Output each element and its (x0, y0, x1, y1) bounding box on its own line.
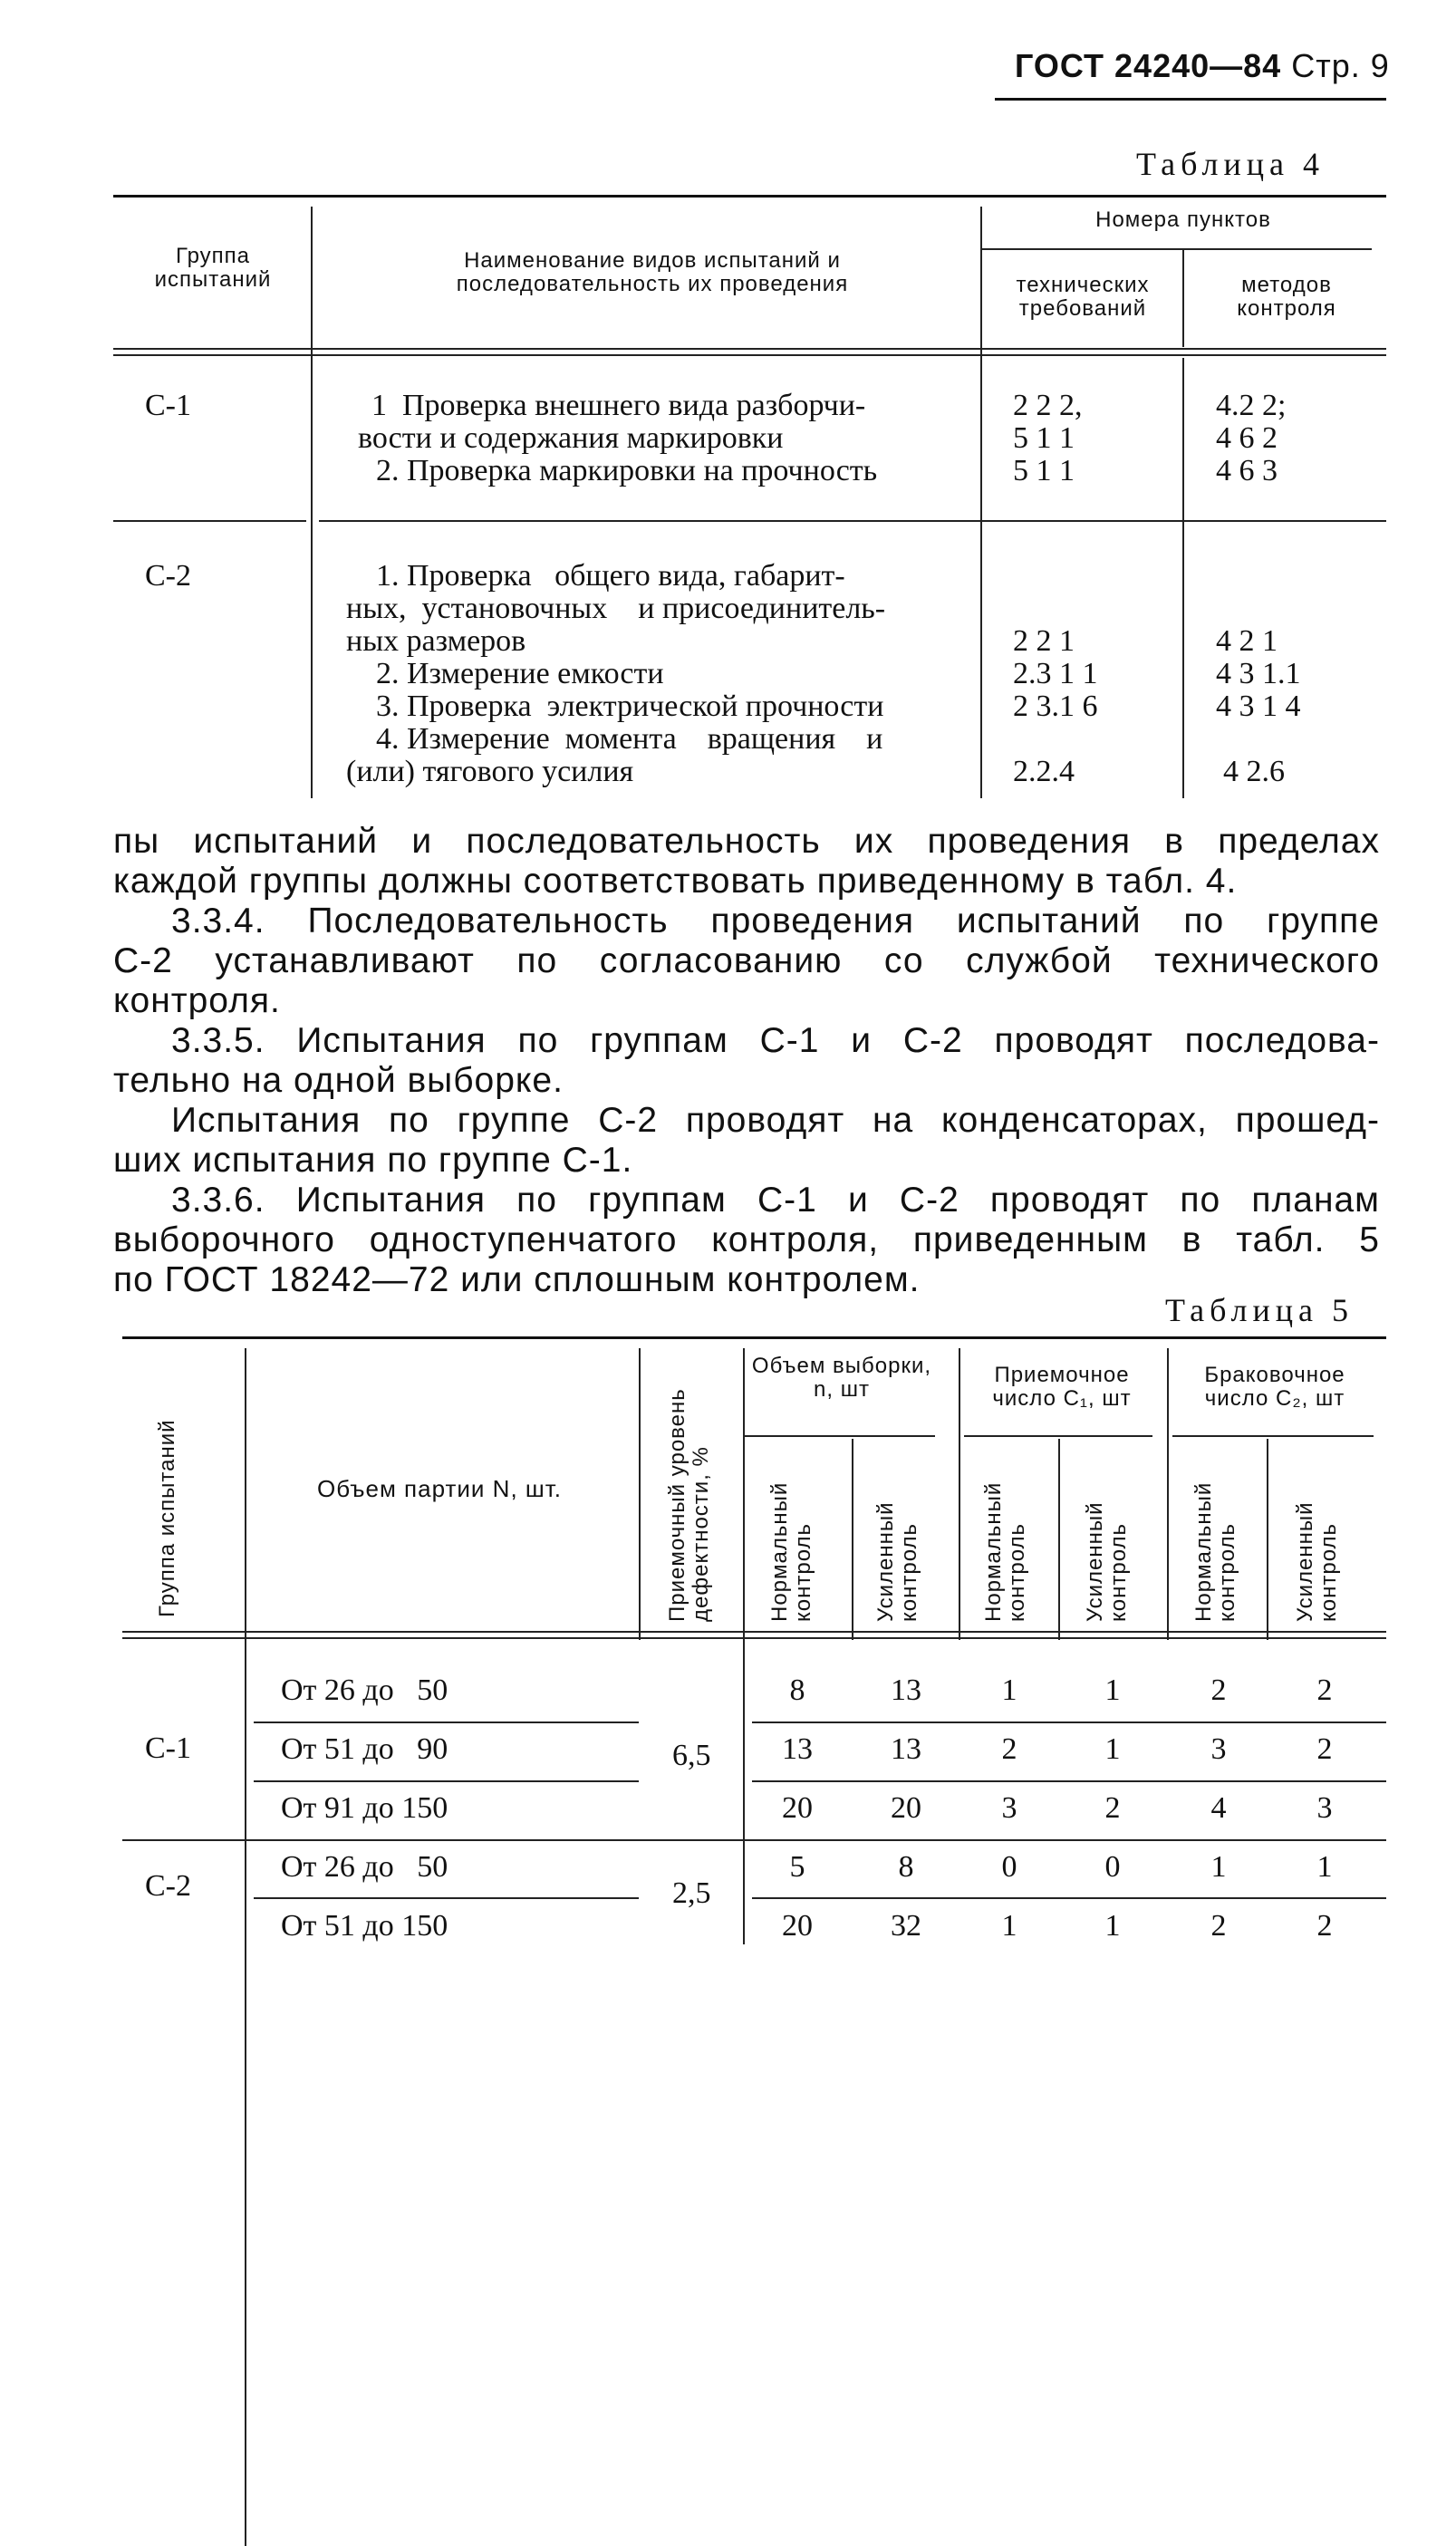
paragraph-line: ших испытания по группе С-1. (113, 1141, 633, 1180)
table5-cell: 1 (1316, 1850, 1333, 1884)
paragraph-line: каждой группы должны соответствовать приведенному в табл. 4. (113, 862, 1238, 901)
table4-group-label: С-2 (145, 559, 191, 593)
paragraph-line: тельно на одной выборке. (113, 1061, 564, 1100)
table5-cell: 20 (782, 1791, 813, 1825)
table5-cell: 3 (1210, 1732, 1227, 1766)
page-header (1015, 47, 1390, 85)
table4-tech: 2 3.1 6 (1013, 690, 1098, 723)
table5-header-tight: Усиленный контроль (873, 1501, 921, 1622)
table5-vline-5 (959, 1348, 960, 1640)
paragraph-line: выборочного одноступенчатого контроля, приведенным в табл. 5 (113, 1220, 1380, 1259)
table5-cell: 2 (1210, 1909, 1227, 1943)
table5-lot: От 26 до 50 (281, 1673, 448, 1707)
table4-tech: 5 1 1 (1013, 421, 1075, 455)
table5-vline-1 (245, 1348, 246, 2546)
table4-group-sep-right (319, 520, 1386, 522)
table5-header-accept: Приемочное число C₁, шт (992, 1363, 1132, 1411)
table5-cell: 2 (1001, 1732, 1017, 1766)
table4-tech: 2 2 2, (1013, 389, 1083, 422)
table5-sub-rule-3 (1172, 1435, 1374, 1437)
table4-vline-3 (1182, 250, 1184, 347)
paragraph-line: по ГОСТ 18242—72 или сплошным контролем. (113, 1260, 921, 1299)
table5-caption: Таблица 5 (1165, 1292, 1354, 1328)
table4-method: 4 6 2 (1216, 421, 1278, 455)
table5-header-tight: Усиленный контроль (1083, 1501, 1131, 1622)
table5-cell: 13 (891, 1732, 921, 1766)
table4-line: 1. Проверка общего вида, габарит- (376, 559, 845, 593)
table5-aql-value: 6,5 (672, 1739, 711, 1772)
row-rule (752, 1897, 1386, 1899)
table5-cell: 13 (891, 1673, 921, 1707)
table5-cell: 2 (1210, 1673, 1227, 1707)
table4-line: (или) тягового усилия (346, 755, 634, 788)
table4-line: 1 Проверка внешнего вида разборчи- (371, 389, 866, 422)
table5-cell: 1 (1210, 1850, 1227, 1884)
paragraph-line: контроля. (113, 981, 281, 1020)
table5-cell: 5 (789, 1850, 805, 1884)
table4-line: 4. Измерение момента вращения и (376, 722, 883, 756)
body-text (113, 822, 1380, 1300)
table5-cell: 20 (891, 1791, 921, 1825)
table4-line: 3. Проверка электрической прочности (376, 690, 884, 723)
table4-header-group: Группа испытаний (154, 244, 272, 292)
table5-lot: От 26 до 50 (281, 1850, 448, 1884)
table4-vline-3b (1182, 358, 1184, 798)
table4-vline-2 (980, 207, 982, 798)
table4-tech: 2.3 1 1 (1013, 657, 1098, 690)
table5-cell: 8 (789, 1673, 805, 1707)
table5-header-aql: Приемочный уровень дефектности, % (665, 1388, 713, 1622)
table4-method: 4 2.6 (1223, 755, 1285, 788)
table5-cell: 0 (1001, 1850, 1017, 1884)
table5-cell: 1 (1104, 1732, 1121, 1766)
table5-cell: 13 (782, 1732, 813, 1766)
paragraph-line: 3.3.6. Испытания по группам С-1 и С-2 проводят по планам (171, 1181, 1380, 1220)
table5-sub-rule-2 (964, 1435, 1152, 1437)
row-rule (254, 1721, 639, 1723)
table4-tech: 2 2 1 (1013, 624, 1075, 658)
table4-line: ных размеров (346, 624, 526, 658)
table4-header-name: Наименование видов испытаний и последовательность их проведения (456, 248, 849, 296)
paragraph-line: С-2 устанавливают по согласованию со службой технического (113, 941, 1380, 980)
table4-line: ных, установочных и присоединитель- (346, 592, 886, 625)
header-rule (995, 98, 1386, 101)
table4-vline-1 (311, 207, 313, 798)
table5-head-rule-2 (122, 1637, 1386, 1639)
table4-header-methods: методов контроля (1237, 273, 1336, 321)
table5-lot: От 51 до 90 (281, 1732, 448, 1766)
table5-cell: 2 (1316, 1909, 1333, 1943)
paragraph-line: 3.3.5. Испытания по группам С-1 и С-2 проводят последова- (171, 1021, 1380, 1060)
row-rule (752, 1780, 1386, 1782)
paragraph-line: Испытания по группе С-2 проводят на конденсаторах, прошед- (171, 1101, 1380, 1140)
table5-vline-4 (852, 1439, 853, 1640)
table5-cell: 1 (1001, 1909, 1017, 1943)
row-rule (752, 1721, 1386, 1723)
table5-cell: 2 (1316, 1673, 1333, 1707)
table5-cell: 3 (1001, 1791, 1017, 1825)
table4-tech: 2.2.4 (1013, 755, 1075, 788)
table5-header-tight: Усиленный контроль (1293, 1501, 1341, 1622)
table5-cell: 3 (1316, 1791, 1333, 1825)
table5-vline-6 (1058, 1439, 1060, 1640)
table5-aql-value: 2,5 (672, 1876, 711, 1910)
table4-method: 4 3 1 4 (1216, 690, 1301, 723)
table5-cell: 2 (1316, 1732, 1333, 1766)
table5-cell: 20 (782, 1909, 813, 1943)
doc-number: ГОСТ 24240—84 (1015, 47, 1282, 84)
table5-lot: От 51 до 150 (281, 1909, 448, 1943)
table4-header-tech: технических требований (1016, 273, 1150, 321)
table5-cell: 1 (1104, 1909, 1121, 1943)
table5-vline-3 (743, 1348, 745, 1944)
table5-cell: 0 (1104, 1850, 1121, 1884)
table4-top-rule (113, 195, 1386, 198)
table4-sub-rule (980, 248, 1372, 250)
table5-lot: От 91 до 150 (281, 1791, 448, 1825)
table4-head-rule-2 (113, 354, 1386, 356)
table5-header-lot: Объем партии N, шт. (317, 1475, 562, 1502)
table5-header-reject: Браковочное число C₂, шт (1204, 1363, 1345, 1411)
group-rule (122, 1839, 1386, 1841)
table5-header-normal: Нормальный контроль (767, 1481, 815, 1622)
table5-vline-8 (1267, 1439, 1268, 1640)
table4-line: 2. Проверка маркировки на прочность (376, 454, 878, 487)
table5-header-normal: Нормальный контроль (1191, 1481, 1239, 1622)
paragraph-line: пы испытаний и последовательность их проведения в пределах (113, 822, 1380, 861)
table4-line: вости и содержания маркировки (358, 421, 784, 455)
table4-method: 4 2 1 (1216, 624, 1278, 658)
table5-head-rule (122, 1631, 1386, 1633)
table5-header-normal: Нормальный контроль (981, 1481, 1029, 1622)
table5-group-label: С-2 (145, 1869, 191, 1903)
table5-cell: 8 (898, 1850, 914, 1884)
row-rule (254, 1897, 639, 1899)
table5-header-group: Группа испытаний (155, 1419, 179, 1617)
table5-cell: 2 (1104, 1791, 1121, 1825)
table5-cell: 32 (891, 1909, 921, 1943)
table4-method: 4.2 2; (1216, 389, 1287, 422)
table5-top-rule (122, 1336, 1386, 1339)
table4-line: 2. Измерение емкости (376, 657, 664, 690)
table4-head-rule (113, 348, 1386, 350)
table4-caption: Таблица 4 (1136, 146, 1325, 182)
table4-header-numbers: Номера пунктов (1095, 207, 1271, 232)
table5-sub-rule-1 (743, 1435, 935, 1437)
row-rule (254, 1780, 639, 1782)
table4-method: 4 3 1.1 (1216, 657, 1301, 690)
table4-group-label: С-1 (145, 389, 191, 422)
page-number: Стр. 9 (1291, 47, 1390, 84)
paragraph-line: 3.3.4. Последовательность проведения испытаний по группе (171, 902, 1380, 940)
table5-cell: 1 (1001, 1673, 1017, 1707)
table4-method: 4 6 3 (1216, 454, 1278, 487)
table5-header-sample: Объем выборки, n, шт (751, 1354, 932, 1402)
table4-tech: 5 1 1 (1013, 454, 1075, 487)
table5-cell: 4 (1210, 1791, 1227, 1825)
table4-group-sep-left (113, 520, 306, 522)
table5-group-label: С-1 (145, 1731, 191, 1765)
table5-vline-2 (639, 1348, 641, 1640)
table5-cell: 1 (1104, 1673, 1121, 1707)
table5-vline-7 (1167, 1348, 1169, 1640)
